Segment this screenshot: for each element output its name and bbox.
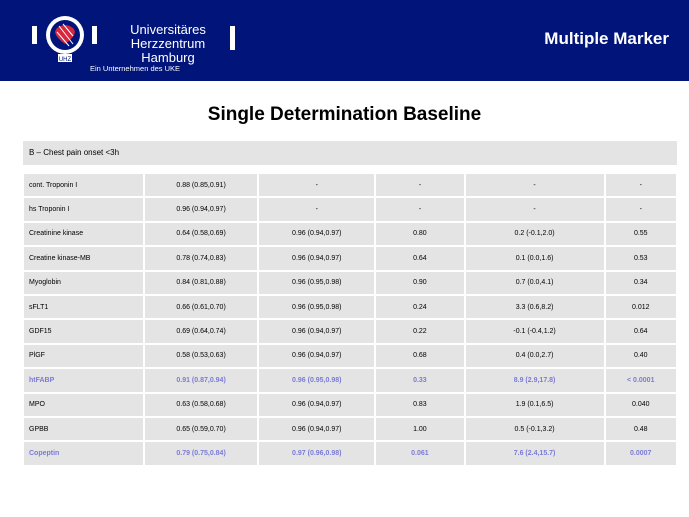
marker-name-cell: GPBB <box>24 418 143 440</box>
value-cell: 8.9 (2.9,17.8) <box>466 369 604 391</box>
value-cell: 0.69 (0.64,0.74) <box>145 320 258 342</box>
value-cell: 1.9 (0.1,6.5) <box>466 394 604 416</box>
marker-name-cell: htFABP <box>24 369 143 391</box>
table-row <box>24 345 676 367</box>
value-cell: 3.3 (0.6,8.2) <box>466 296 604 318</box>
value-cell: 0.96 (0.94,0.97) <box>259 320 374 342</box>
table-row <box>24 247 676 269</box>
value-cell: 0.88 (0.85,0.91) <box>145 174 258 196</box>
value-cell: 0.061 <box>376 442 464 464</box>
marker-name-cell: Myoglobin <box>24 272 143 294</box>
value-cell: 0.96 (0.95,0.98) <box>259 272 374 294</box>
logo-name <box>103 23 233 65</box>
value-cell: 0.2 (-0.1,2.0) <box>466 223 604 245</box>
value-cell: 0.64 <box>606 320 677 342</box>
table-row <box>24 320 676 342</box>
value-cell: 0.40 <box>606 345 677 367</box>
logo-name-line1: Universitäres Herzzentrum <box>130 22 206 51</box>
header-bar <box>0 0 689 81</box>
marker-name-cell: Creatinine kinase <box>24 223 143 245</box>
value-cell: 0.83 <box>376 394 464 416</box>
value-cell: 0.34 <box>606 272 677 294</box>
slide-title: Single Determination Baseline <box>207 104 482 125</box>
value-cell: - <box>466 198 604 220</box>
value-cell: < 0.0001 <box>606 369 677 391</box>
marker-name-cell: Copeptin <box>24 442 143 464</box>
value-cell: 0.65 (0.59,0.70) <box>145 418 258 440</box>
marker-name-cell: Creatine kinase-MB <box>24 247 143 269</box>
value-cell: 0.0007 <box>606 442 677 464</box>
logo-name-line2: Hamburg <box>141 50 195 65</box>
marker-name-cell: MPO <box>24 394 143 416</box>
value-cell: 0.63 (0.58,0.68) <box>145 394 258 416</box>
value-cell: 0.96 (0.94,0.97) <box>259 418 374 440</box>
table-row <box>24 369 676 391</box>
value-cell: 0.96 (0.94,0.97) <box>259 247 374 269</box>
value-cell: 0.58 (0.53,0.63) <box>145 345 258 367</box>
value-cell: 0.64 (0.58,0.69) <box>145 223 258 245</box>
value-cell: 0.53 <box>606 247 677 269</box>
value-cell: 0.33 <box>376 369 464 391</box>
value-cell: 0.64 <box>376 247 464 269</box>
marker-name-cell: hs Troponin I <box>24 198 143 220</box>
value-cell: 0.4 (0.0,2.7) <box>466 345 604 367</box>
table-row <box>24 174 676 196</box>
value-cell: 1.00 <box>376 418 464 440</box>
value-cell: 0.5 (-0.1,3.2) <box>466 418 604 440</box>
value-cell: 0.24 <box>376 296 464 318</box>
value-cell: 0.68 <box>376 345 464 367</box>
value-cell: 0.22 <box>376 320 464 342</box>
value-cell: 0.96 (0.94,0.97) <box>259 223 374 245</box>
value-cell: 0.79 (0.75,0.84) <box>145 442 258 464</box>
value-cell: - <box>606 174 677 196</box>
results-table <box>22 172 678 467</box>
table-row <box>24 418 676 440</box>
value-cell: 0.96 (0.94,0.97) <box>259 345 374 367</box>
value-cell: 0.7 (0.0,4.1) <box>466 272 604 294</box>
marker-name-cell: PlGF <box>24 345 143 367</box>
value-cell: 0.012 <box>606 296 677 318</box>
table-row <box>24 442 676 464</box>
table-row <box>24 296 676 318</box>
marker-name-cell: cont. Troponin I <box>24 174 143 196</box>
value-cell: - <box>376 198 464 220</box>
value-cell: 0.55 <box>606 223 677 245</box>
value-cell: 7.6 (2.4,15.7) <box>466 442 604 464</box>
value-cell: 0.78 (0.74,0.83) <box>145 247 258 269</box>
value-cell: 0.66 (0.61,0.70) <box>145 296 258 318</box>
marker-name-cell: GDF15 <box>24 320 143 342</box>
table-row <box>24 198 676 220</box>
value-cell: 0.96 (0.94,0.97) <box>259 394 374 416</box>
value-cell: - <box>259 174 374 196</box>
header-title: Multiple Marker <box>544 29 669 48</box>
table-row <box>24 223 676 245</box>
value-cell: 0.97 (0.96,0.98) <box>259 442 374 464</box>
table-row <box>24 394 676 416</box>
value-cell: 0.96 (0.95,0.98) <box>259 296 374 318</box>
value-cell: - <box>606 198 677 220</box>
value-cell: 0.80 <box>376 223 464 245</box>
value-cell: 0.90 <box>376 272 464 294</box>
value-cell: 0.96 (0.94,0.97) <box>145 198 258 220</box>
section-label: B – Chest pain onset <3h <box>23 141 677 165</box>
marker-name-cell: sFLT1 <box>24 296 143 318</box>
value-cell: - <box>259 198 374 220</box>
table-row <box>24 272 676 294</box>
value-cell: 0.91 (0.87,0.94) <box>145 369 258 391</box>
value-cell: 0.040 <box>606 394 677 416</box>
logo-badge-text: UHZ <box>58 57 72 63</box>
value-cell: 0.1 (0.0,1.6) <box>466 247 604 269</box>
value-cell: 0.48 <box>606 418 677 440</box>
value-cell: - <box>376 174 464 196</box>
value-cell: 0.84 (0.81,0.88) <box>145 272 258 294</box>
value-cell: - <box>466 174 604 196</box>
logo-subtitle: Ein Unternehmen des UKE <box>90 64 181 73</box>
value-cell: 0.96 (0.95,0.98) <box>259 369 374 391</box>
value-cell: -0.1 (-0.4,1.2) <box>466 320 604 342</box>
